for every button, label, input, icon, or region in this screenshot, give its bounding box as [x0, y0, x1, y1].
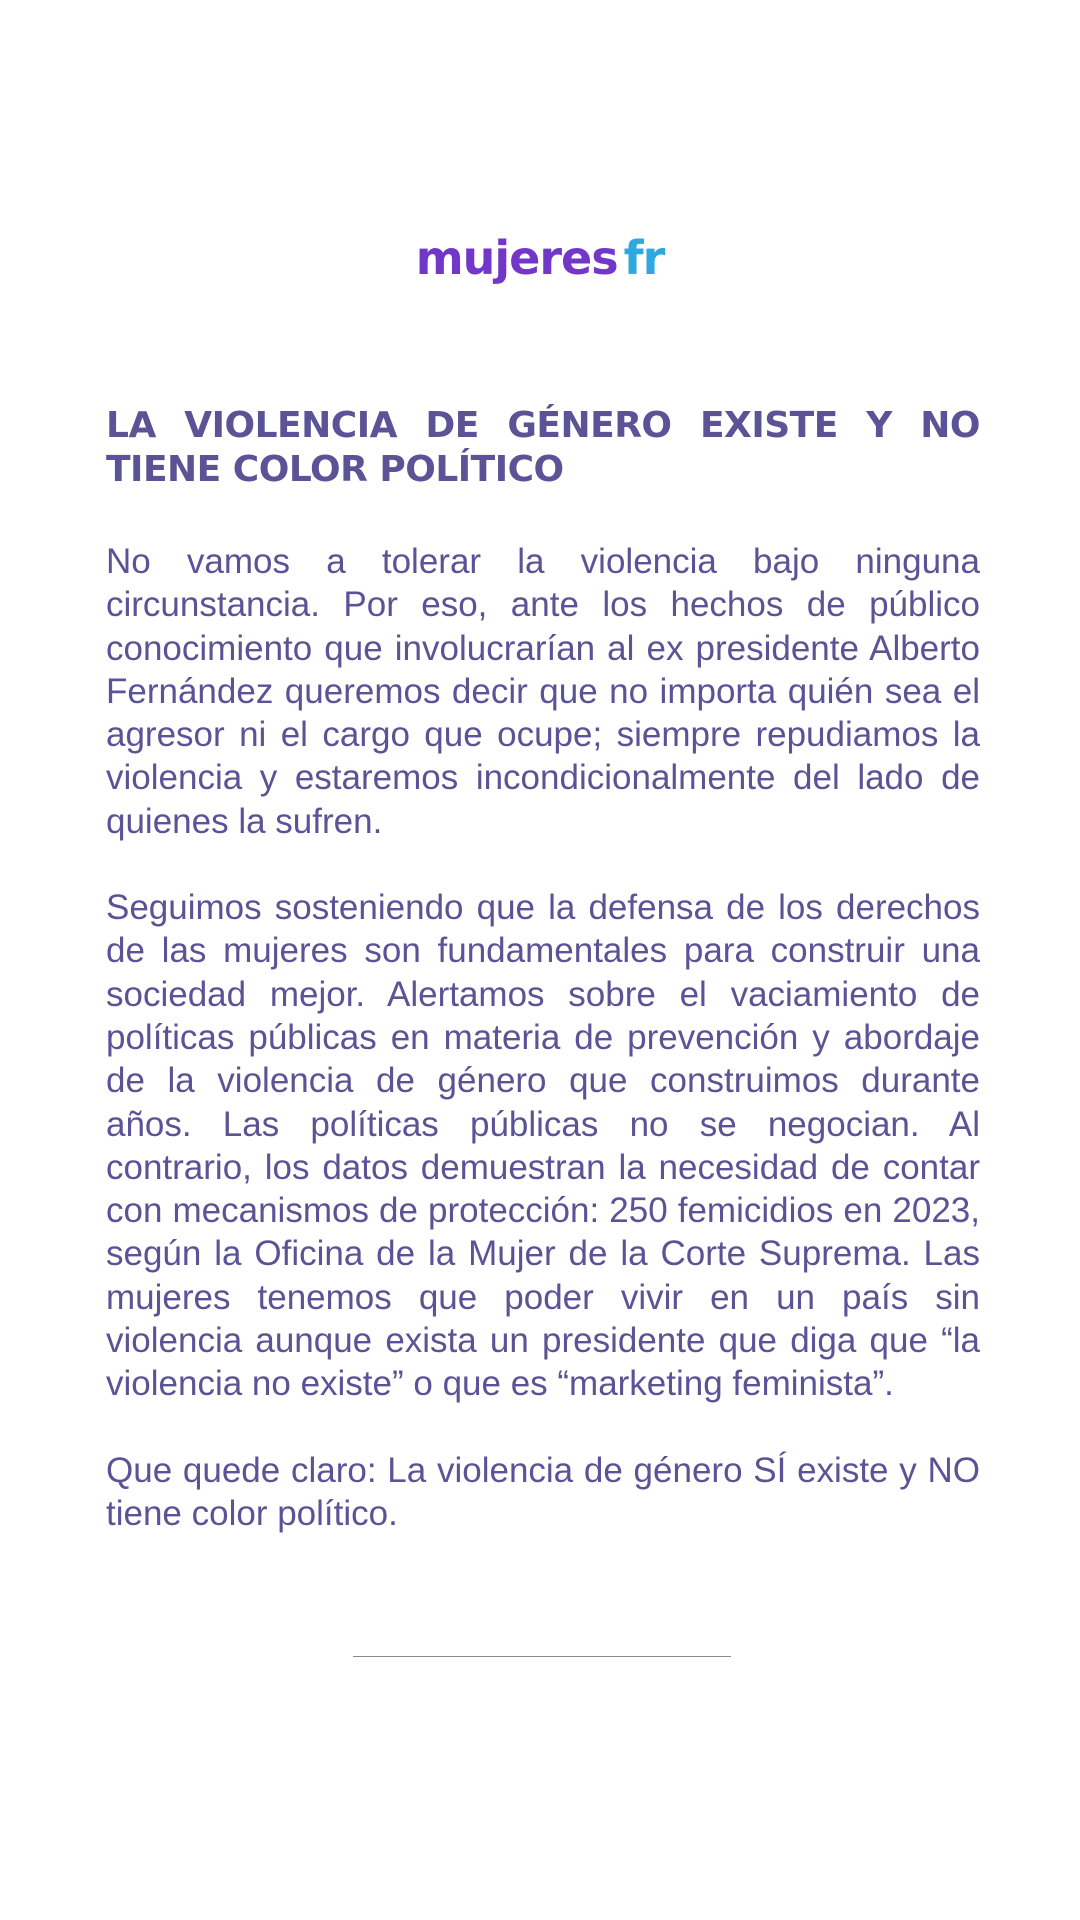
- logo-text-mujeres: mujeres: [415, 231, 618, 285]
- statement-paragraph-2: Seguimos sosteniendo que la defensa de los derechos de las mujeres son fundamentales para construir una sociedad mejor. Alertamos sobre el vaciamiento de políticas públicas en materia de prevención y abordaje de la violencia de género que construimos durante años. Las políticas públicas no se negocian. Al contrario, los datos demuestran la necesidad de contar con mecanismos de protección: 250 femicidios en 2023, según la Oficina de la Mujer de la Corte Suprema. Las mujeres tenemos que poder vivir en un país sin violencia aunque exista un presidente que diga que “la violencia no existe” o que es “marketing feminista”.: [106, 888, 980, 1404]
- logo-text-fr: fr: [623, 231, 665, 285]
- statement-paragraph-3: Que quede claro: La violencia de género SÍ existe y NO tiene color político.: [106, 1450, 980, 1533]
- footer-divider: [353, 1656, 731, 1657]
- statement-headline: LA VIOLENCIA DE GÉNERO EXISTE Y NO TIENE COLOR POLÍTICO: [106, 405, 980, 490]
- statement-paragraph-1: No vamos a tolerar la violencia bajo ninguna circunstancia. Por eso, ante los hechos de público conocimiento que involucrarían al ex presidente Alberto Fernández queremos decir que no importa quién sea el agresor ni el cargo que ocupe; siempre repudiamos la violencia y estaremos incondicionalmente del lado de quienes la sufren.: [106, 542, 980, 841]
- mujeres-fr-logo: [0, 230, 1080, 286]
- statement: [106, 404, 980, 1535]
